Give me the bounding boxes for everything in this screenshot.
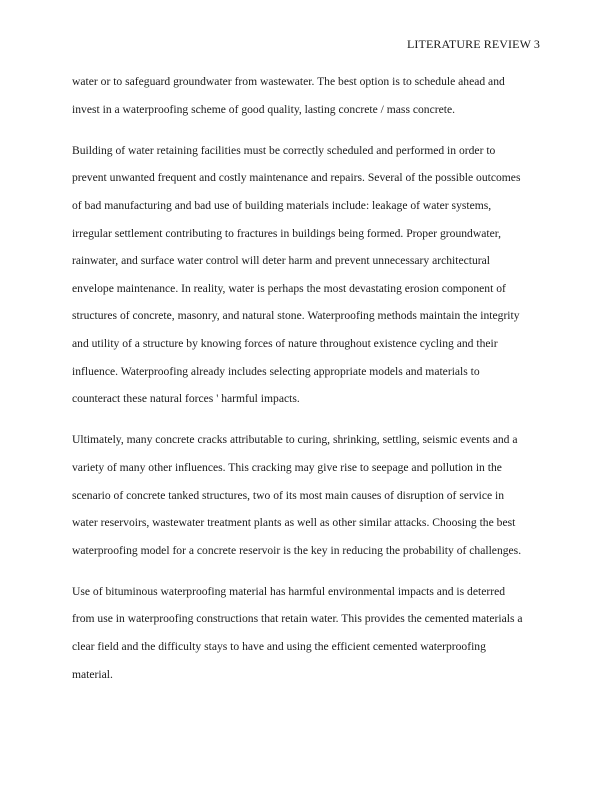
text-line: Building of water retaining facilities must be correctly scheduled and performed in order to	[72, 143, 496, 157]
text-line: counteract these natural forces ' harmful impacts.	[72, 392, 300, 406]
text-line: water or to safeguard groundwater from wastewater. The best option is to schedule ahead and	[72, 75, 505, 88]
document-body	[72, 68, 542, 702]
text-line: envelope maintenance. In reality, water is perhaps the most devastating erosion component of	[72, 281, 506, 295]
text-line: waterproofing model for a concrete reservoir is the key in reducing the probability of challenges.	[72, 543, 522, 557]
text-line: Ultimately, many concrete cracks attributable to curing, shrinking, settling, seismic events and a	[72, 433, 518, 447]
text-line: irregular settlement contributing to fractures in buildings being formed. Proper groundwater,	[72, 226, 502, 240]
paragraph-3	[72, 426, 542, 564]
text-line: Use of bituminous waterproofing material has harmful environmental impacts and is deterred	[72, 584, 506, 598]
text-line: influence. Waterproofing already includes selecting appropriate models and materials to	[72, 364, 480, 378]
text-line: from use in waterproofing constructions that retain water. This provides the cemented materials a	[72, 612, 523, 626]
text-line: of bad manufacturing and bad use of building materials include: leakage of water systems,	[72, 198, 492, 212]
text-line: water reservoirs, wastewater treatment plants as well as other similar attacks. Choosing the best	[72, 516, 516, 530]
paragraph-4	[72, 578, 542, 688]
text-line: material.	[72, 667, 113, 681]
text-line: clear field and the difficulty stays to have and using the efficient cemented waterproofing	[72, 640, 486, 654]
text-line: and utility of a structure by knowing forces of nature throughout existence cycling and their	[72, 336, 498, 350]
text-line: rainwater, and surface water control will deter harm and prevent unnecessary architectural	[72, 254, 490, 268]
text-line: scenario of concrete tanked structures, two of its most main causes of disruption of service in	[72, 488, 505, 502]
paragraph-2	[72, 137, 542, 413]
paragraph-1	[72, 68, 542, 123]
text-line: structures of concrete, masonry, and natural stone. Waterproofing methods maintain the integrity	[72, 309, 520, 323]
running-head: LITERATURE REVIEW 3	[407, 37, 540, 51]
text-line: invest in a waterproofing scheme of good quality, lasting concrete / mass concrete.	[72, 102, 456, 116]
text-line: prevent unwanted frequent and costly maintenance and repairs. Several of the possible outcomes	[72, 171, 521, 185]
text-line: variety of many other influences. This cracking may give rise to seepage and pollution in the	[72, 460, 502, 474]
